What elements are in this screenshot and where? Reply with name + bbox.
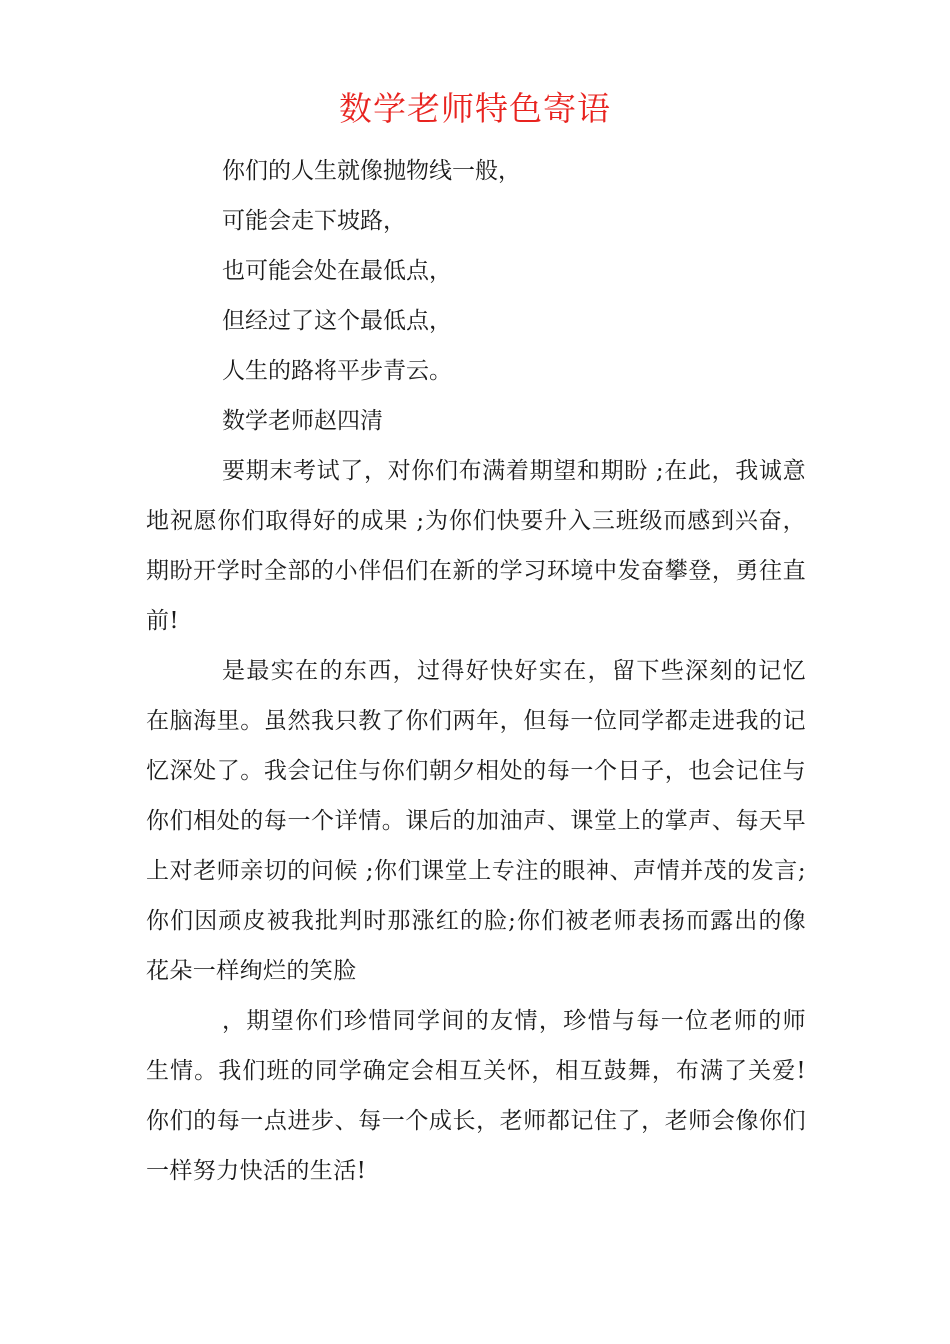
poem-line: 你们的人生就像抛物线一般，: [222, 158, 521, 184]
poem-line: 可能会走下坡路，: [222, 208, 406, 234]
poem-line: 但经过了这个最低点，: [222, 308, 452, 334]
signature: 数学老师赵四清: [222, 408, 383, 434]
paragraph: ，期望你们珍惜同学间的友情，珍惜与每一位老师的师生情。我们班的同学确定会相互关怀，相互鼓舞，布满了关爱!你们的每一点进步、每一个成长，老师都记住了，老师会像你们一样努力快活的生活!: [146, 1008, 806, 1184]
paragraph: 是最实在的东西，过得好快好实在，留下些深刻的记忆在脑海里。虽然我只教了你们两年，但每一位同学都走进我的记忆深处了。我会记住与你们朝夕相处的每一个日子，也会记住与你们相处的每一个详情。课后的加油声、课堂上的掌声、每天早上对老师亲切的问候 ;你们课堂上专注的眼神、声情并茂的发言;你们因顽皮被我批判时那涨红的脸;你们被老师表扬而露出的像花朵一样绚烂的笑脸: [146, 658, 806, 984]
poem-line: 人生的路将平步青云。: [222, 358, 452, 384]
document-title: 数学老师特色寄语: [339, 89, 611, 128]
document-body: [146, 146, 806, 1196]
paragraph: 要期末考试了，对你们布满着期望和期盼 ;在此，我诚意地祝愿你们取得好的成果 ;为你们快要升入三班级而感到兴奋，期盼开学时全部的小伴侣们在新的学习环境中发奋攀登，勇往直前!: [146, 458, 806, 634]
poem-line: 也可能会处在最低点，: [222, 258, 452, 284]
